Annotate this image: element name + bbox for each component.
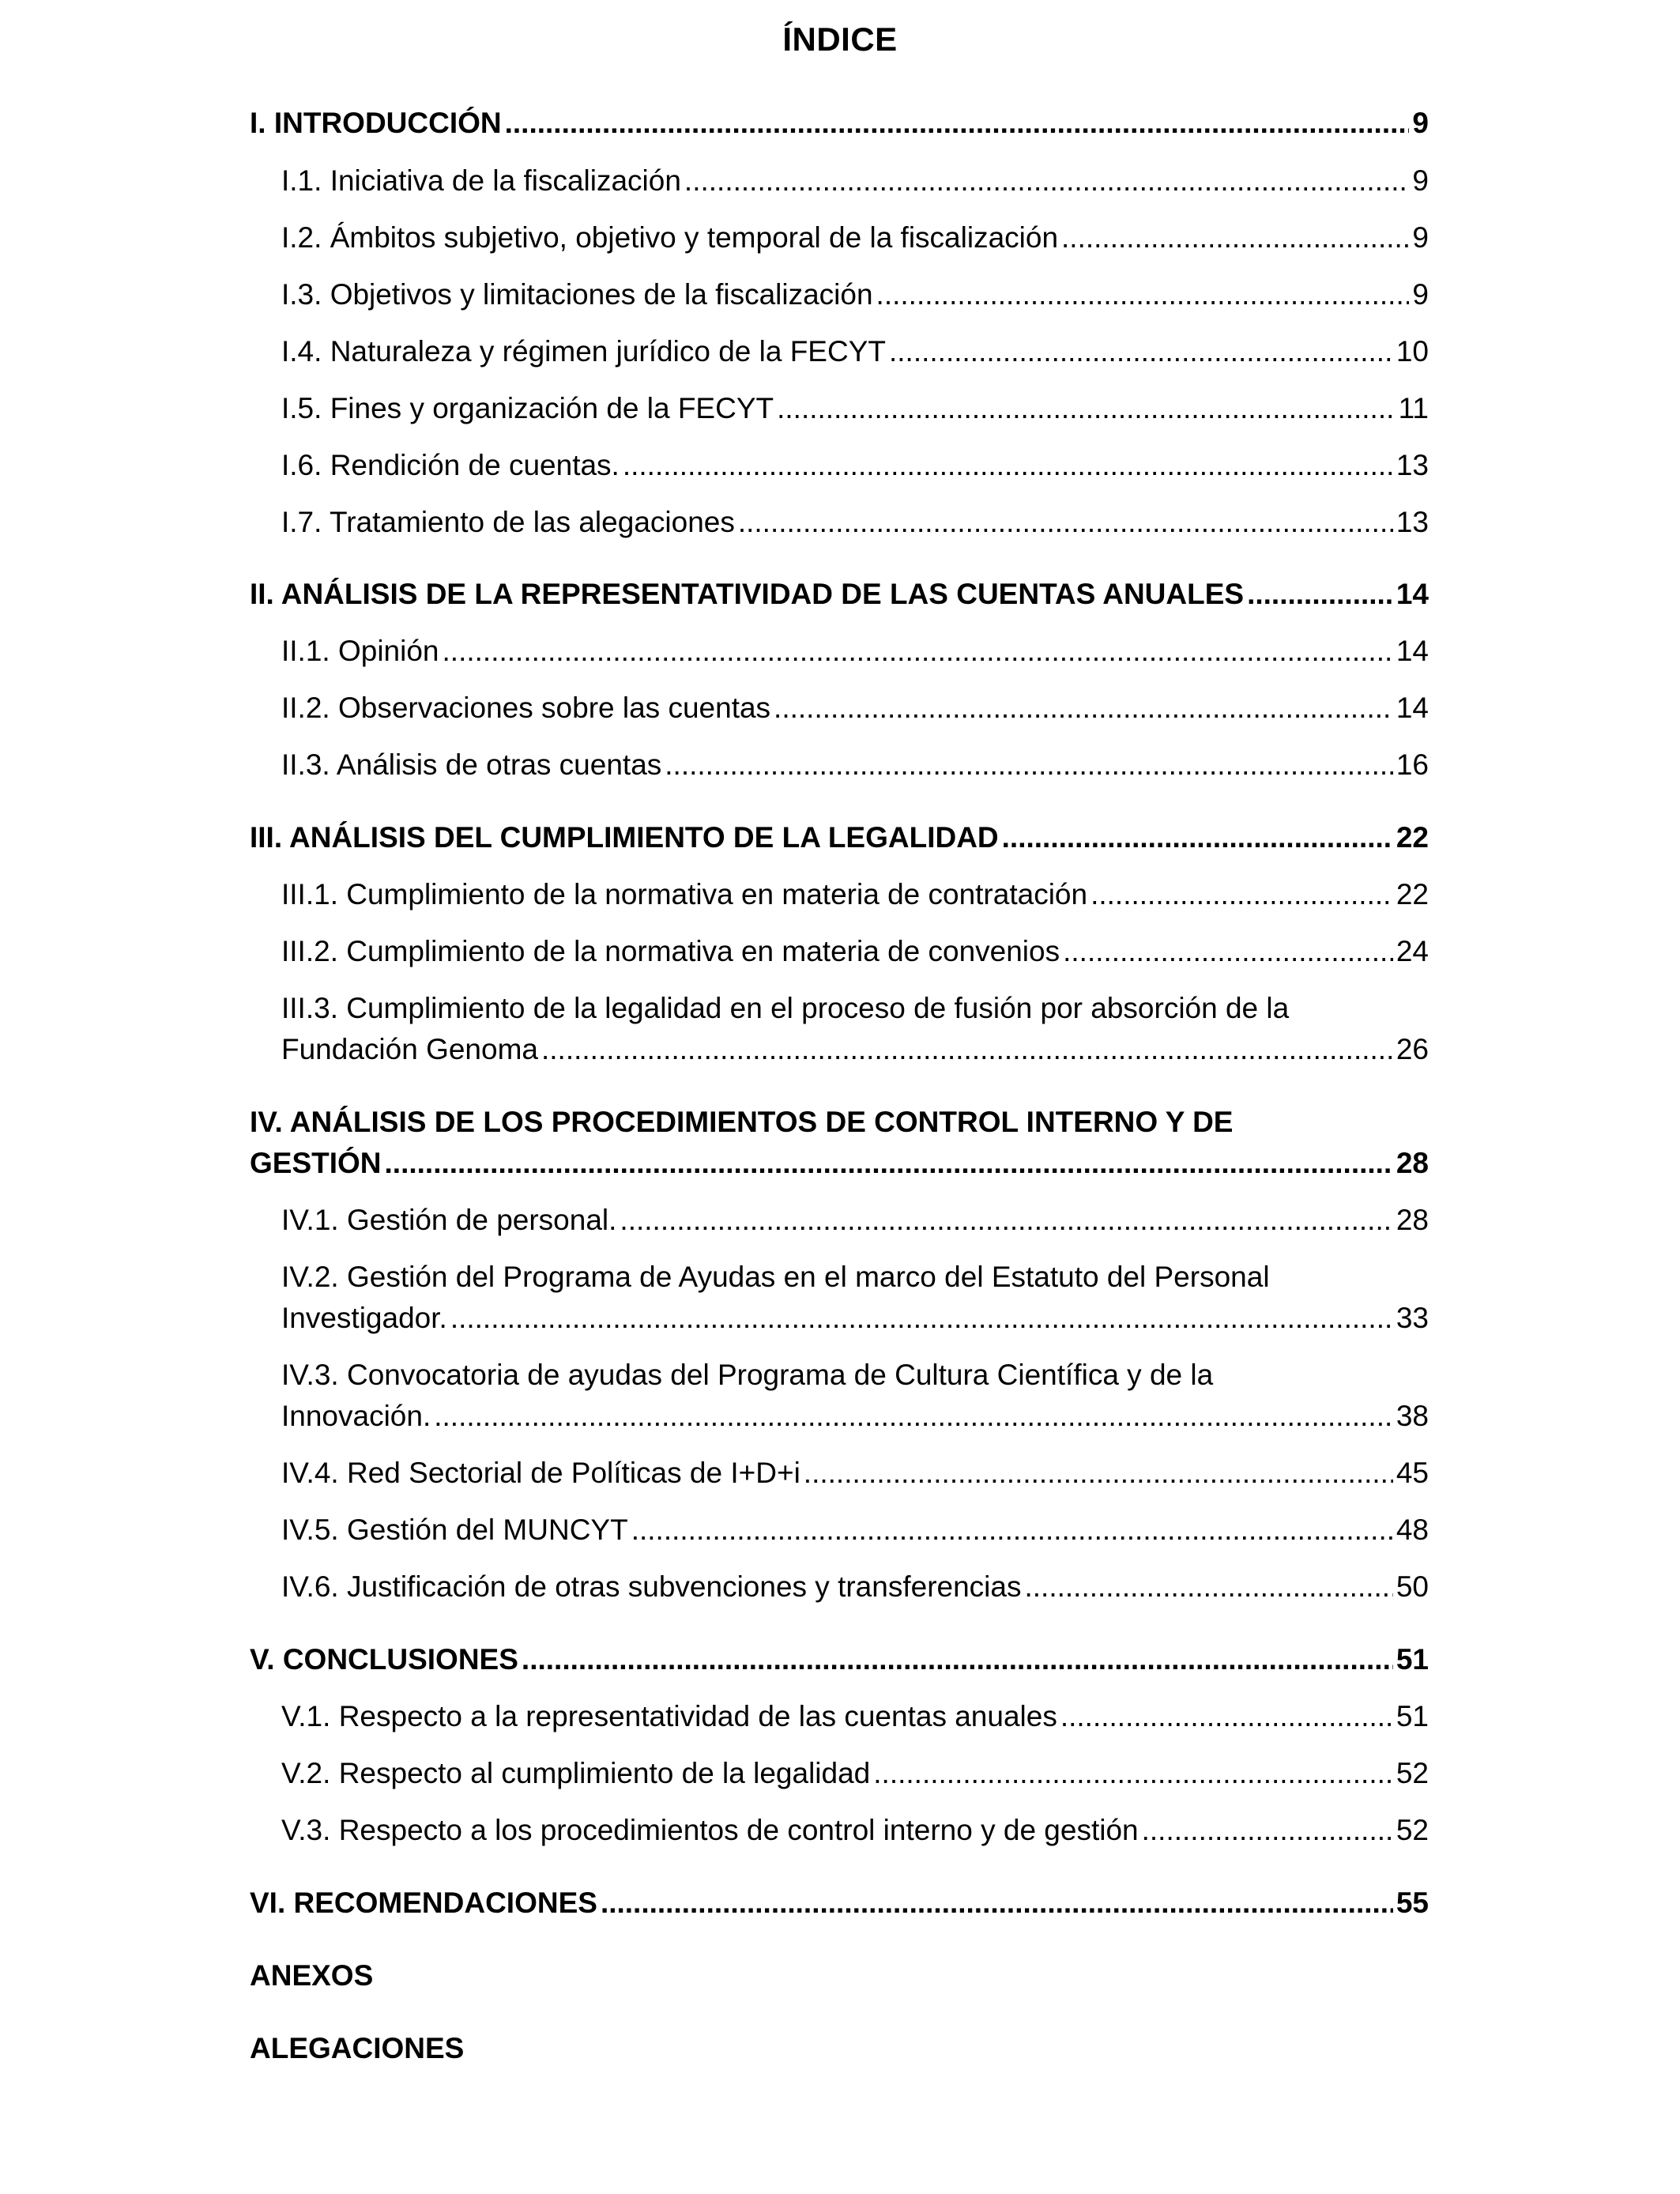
toc-entry-conclusiones[interactable] bbox=[250, 1639, 1429, 1680]
toc-entry-label: V.3. Respecto a los procedimientos de control interno y de gestión bbox=[281, 1814, 1139, 1846]
toc-entry-control-interno-line1[interactable]: IV. ANÁLISIS DE LOS PROCEDIMIENTOS DE CONTROL INTERNO Y DE bbox=[250, 1106, 1234, 1138]
toc-entry-i7[interactable] bbox=[281, 502, 1429, 543]
toc-entry-iv5[interactable] bbox=[281, 1510, 1429, 1551]
toc-entry-alegaciones[interactable]: ALEGACIONES bbox=[250, 2032, 465, 2064]
toc-entry-recomendaciones[interactable] bbox=[250, 1883, 1429, 1924]
dot-leader bbox=[385, 1143, 1393, 1184]
dot-leader bbox=[774, 688, 1393, 729]
dot-leader bbox=[522, 1639, 1393, 1680]
toc-entry-i5[interactable] bbox=[281, 388, 1429, 429]
toc-entry-representatividad[interactable] bbox=[250, 574, 1429, 615]
toc-entry-v3[interactable] bbox=[281, 1810, 1429, 1851]
toc-entry-iv6[interactable] bbox=[281, 1566, 1429, 1608]
toc-entry-iv4[interactable] bbox=[281, 1453, 1429, 1494]
toc-entry-page: 16 bbox=[1396, 748, 1429, 781]
toc-entry-iii1[interactable] bbox=[281, 874, 1429, 915]
toc-entry-page: 22 bbox=[1396, 821, 1429, 854]
toc-entry-label: III.1. Cumplimiento de la normativa en materia de contratación bbox=[281, 878, 1088, 910]
page-title: ÍNDICE bbox=[782, 21, 898, 58]
toc-entry-i1[interactable] bbox=[281, 160, 1429, 202]
toc-entry-page: 26 bbox=[1396, 1033, 1429, 1065]
dot-leader bbox=[1090, 874, 1393, 915]
toc-entry-page: 45 bbox=[1396, 1457, 1429, 1489]
dot-leader bbox=[631, 1510, 1393, 1551]
toc-entry-iv3[interactable] bbox=[281, 1396, 1429, 1437]
toc-entry-label: I.2. Ámbitos subjetivo, objetivo y temporal de la fiscalización bbox=[281, 221, 1059, 254]
toc-entry-label: I.1. Iniciativa de la fiscalización bbox=[281, 164, 681, 197]
dot-leader bbox=[889, 331, 1393, 372]
dot-leader bbox=[738, 502, 1393, 543]
dot-leader bbox=[450, 1298, 1393, 1339]
toc-entry-page: 51 bbox=[1396, 1643, 1429, 1676]
dot-leader bbox=[443, 631, 1393, 672]
toc-entry-page: 14 bbox=[1396, 692, 1429, 724]
toc-entry-page: 14 bbox=[1396, 578, 1429, 610]
toc-entry-label: V. CONCLUSIONES bbox=[250, 1643, 518, 1676]
toc-entry-page: 24 bbox=[1396, 935, 1429, 967]
toc-entry-iv2-line1[interactable]: IV.2. Gestión del Programa de Ayudas en el marco del Estatuto del Personal bbox=[281, 1261, 1270, 1293]
toc-entry-page: 52 bbox=[1396, 1757, 1429, 1789]
toc-entry-label: I.6. Rendición de cuentas. bbox=[281, 449, 620, 481]
toc-entry-iv1[interactable] bbox=[281, 1200, 1429, 1241]
toc-entry-label: II.3. Análisis de otras cuentas bbox=[281, 748, 662, 781]
toc-entry-label: I.5. Fines y organización de la FECYT bbox=[281, 392, 774, 424]
toc-entry-label: III. ANÁLISIS DEL CUMPLIMIENTO DE LA LEGALIDAD bbox=[250, 821, 999, 854]
toc-entry-page: 22 bbox=[1396, 878, 1429, 910]
toc-entry-iii2[interactable] bbox=[281, 931, 1429, 972]
toc-entry-label: Innovación. bbox=[281, 1400, 431, 1432]
toc-entry-i4[interactable] bbox=[281, 331, 1429, 372]
toc-entry-i2[interactable] bbox=[281, 217, 1429, 258]
toc-entry-iii3-line1[interactable]: III.3. Cumplimiento de la legalidad en el proceso de fusión por absorción de la bbox=[281, 992, 1290, 1024]
toc-entry-page: 52 bbox=[1396, 1814, 1429, 1846]
dot-leader bbox=[684, 160, 1410, 202]
toc-entry-page: 28 bbox=[1396, 1147, 1429, 1179]
toc-entry-anexos[interactable]: ANEXOS bbox=[250, 1959, 374, 1992]
dot-leader bbox=[541, 1029, 1393, 1070]
toc-entry-label: GESTIÓN bbox=[250, 1147, 382, 1179]
toc-entry-label: I.7. Tratamiento de las alegaciones bbox=[281, 506, 735, 538]
toc-entry-label: IV.5. Gestión del MUNCYT bbox=[281, 1514, 628, 1546]
toc-entry-page: 9 bbox=[1412, 164, 1429, 197]
toc-entry-ii2[interactable] bbox=[281, 688, 1429, 729]
toc-entry-page: 13 bbox=[1396, 506, 1429, 538]
toc-entry-page: 38 bbox=[1396, 1400, 1429, 1432]
toc-entry-iv2[interactable] bbox=[281, 1298, 1429, 1339]
dot-leader bbox=[665, 745, 1393, 786]
dot-leader bbox=[1061, 217, 1409, 258]
toc-entry-iii3[interactable] bbox=[281, 1029, 1429, 1070]
toc-entry-label: IV.6. Justificación de otras subvenciones y transferencias bbox=[281, 1570, 1022, 1603]
toc-entry-page: 11 bbox=[1398, 392, 1429, 424]
toc-entry-v1[interactable] bbox=[281, 1696, 1429, 1737]
dot-leader bbox=[1247, 574, 1393, 615]
toc-entry-ii1[interactable] bbox=[281, 631, 1429, 672]
toc-entry-label: VI. RECOMENDACIONES bbox=[250, 1887, 597, 1919]
toc-entry-i3[interactable] bbox=[281, 274, 1429, 315]
dot-leader bbox=[1142, 1810, 1393, 1851]
toc-entry-ii3[interactable] bbox=[281, 745, 1429, 786]
dot-leader bbox=[876, 274, 1410, 315]
dot-leader bbox=[505, 103, 1410, 144]
toc-entry-page: 9 bbox=[1412, 221, 1429, 254]
toc-entry-v2[interactable] bbox=[281, 1753, 1429, 1794]
toc-entry-page: 9 bbox=[1412, 107, 1429, 139]
toc-entry-label: V.2. Respecto al cumplimiento de la legalidad bbox=[281, 1757, 871, 1789]
dot-leader bbox=[1060, 1696, 1393, 1737]
toc-entry-page: 28 bbox=[1396, 1204, 1429, 1236]
toc-entry-introduccion[interactable] bbox=[250, 103, 1429, 144]
dot-leader bbox=[777, 388, 1395, 429]
toc-entry-page: 14 bbox=[1396, 635, 1429, 667]
dot-leader bbox=[620, 1200, 1392, 1241]
toc-entry-page: 10 bbox=[1396, 335, 1429, 368]
dot-leader bbox=[601, 1883, 1393, 1924]
toc-entry-label: II.1. Opinión bbox=[281, 635, 439, 667]
toc-entry-page: 51 bbox=[1396, 1700, 1429, 1732]
toc-entry-i6[interactable] bbox=[281, 445, 1429, 486]
toc-entry-label: IV.4. Red Sectorial de Políticas de I+D+i bbox=[281, 1457, 800, 1489]
toc-entry-control-interno[interactable] bbox=[250, 1143, 1429, 1184]
dot-leader bbox=[434, 1396, 1393, 1437]
toc-entry-label: Fundación Genoma bbox=[281, 1033, 538, 1065]
toc-entry-page: 50 bbox=[1396, 1570, 1429, 1603]
toc-entry-page: 9 bbox=[1412, 278, 1429, 311]
dot-leader bbox=[1024, 1566, 1392, 1608]
toc-entry-label: II.2. Observaciones sobre las cuentas bbox=[281, 692, 771, 724]
toc-entry-label: I. INTRODUCCIÓN bbox=[250, 107, 502, 139]
dot-leader bbox=[804, 1453, 1393, 1494]
toc-entry-label: I.3. Objetivos y limitaciones de la fiscalización bbox=[281, 278, 873, 311]
toc-entry-page: 55 bbox=[1396, 1887, 1429, 1919]
dot-leader bbox=[1002, 817, 1393, 858]
toc-entry-label: I.4. Naturaleza y régimen jurídico de la FECYT bbox=[281, 335, 886, 368]
toc-entry-label: III.2. Cumplimiento de la normativa en materia de convenios bbox=[281, 935, 1060, 967]
toc-entry-iv3-line1[interactable]: IV.3. Convocatoria de ayudas del Programa de Cultura Científica y de la bbox=[281, 1359, 1214, 1391]
toc-entry-label: IV.1. Gestión de personal. bbox=[281, 1204, 617, 1236]
dot-leader bbox=[623, 445, 1393, 486]
toc-entry-label: Investigador. bbox=[281, 1302, 447, 1334]
toc-entry-page: 13 bbox=[1396, 449, 1429, 481]
toc-entry-label: V.1. Respecto a la representatividad de las cuentas anuales bbox=[281, 1700, 1057, 1732]
dot-leader bbox=[873, 1753, 1393, 1794]
toc-entry-legalidad[interactable] bbox=[250, 817, 1429, 858]
toc-entry-page: 48 bbox=[1396, 1514, 1429, 1546]
dot-leader bbox=[1063, 931, 1393, 972]
toc-entry-page: 33 bbox=[1396, 1302, 1429, 1334]
toc-entry-label: II. ANÁLISIS DE LA REPRESENTATIVIDAD DE LAS CUENTAS ANUALES bbox=[250, 578, 1245, 610]
